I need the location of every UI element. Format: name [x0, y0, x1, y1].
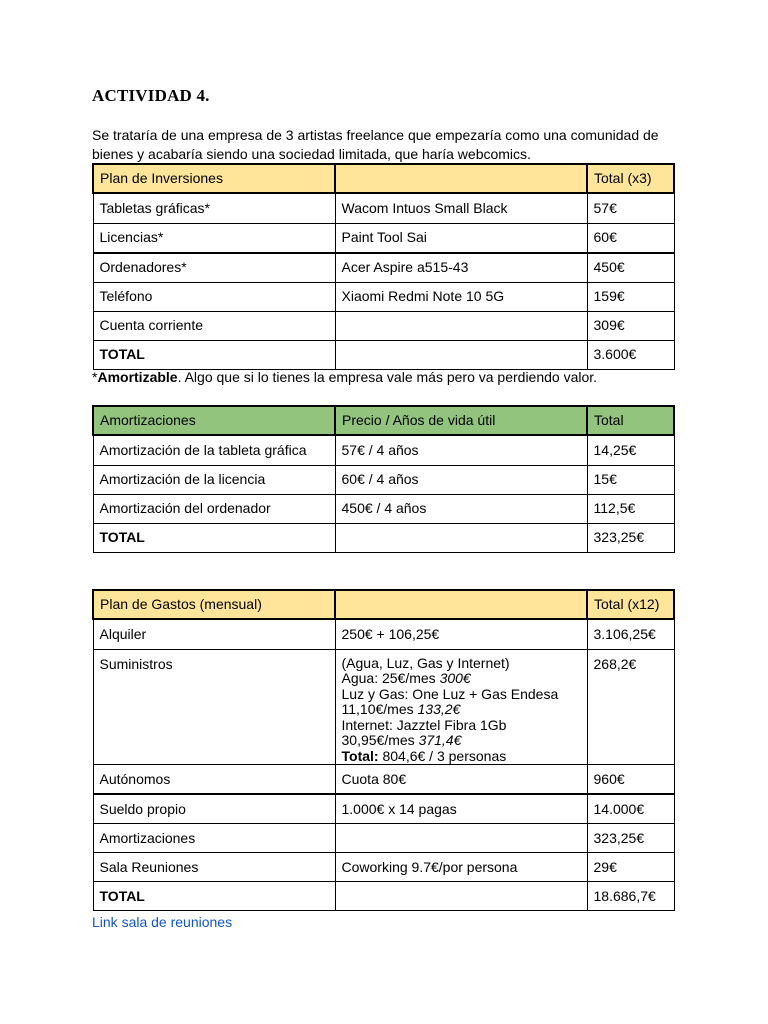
table-cell: Teléfono	[93, 282, 335, 311]
note-rest: . Algo que si lo tienes la empresa vale más pero va perdiendo valor.	[177, 369, 598, 385]
table-cell: 159€	[587, 282, 674, 311]
header-cell: Total (x3)	[587, 164, 674, 193]
total-row	[93, 882, 674, 911]
detail-text: 30,95€/mes	[341, 732, 419, 748]
table-cell: 112,5€	[587, 494, 674, 523]
header-cell	[335, 164, 587, 193]
page-title: ACTIVIDAD 4.	[92, 86, 210, 105]
table-row	[93, 649, 674, 765]
table-cell: Autónomos	[93, 765, 335, 795]
table-cell: 15€	[587, 465, 674, 494]
table-cell: 14.000€	[587, 794, 674, 824]
table-cell: 1.000€ x 14 pagas	[335, 794, 587, 824]
table-cell	[335, 311, 587, 340]
table-row	[93, 765, 674, 795]
total-row	[93, 523, 674, 552]
table-cell: 309€	[587, 311, 674, 340]
table-row	[93, 311, 674, 340]
detail-line: Luz y Gas: One Luz + Gas Endesa	[341, 685, 559, 702]
table-cell: Wacom Intuos Small Black	[335, 193, 587, 223]
header-cell: Total	[587, 406, 674, 435]
table-row	[93, 824, 674, 853]
total-value: 18.686,7€	[587, 882, 674, 911]
table-cell: Alquiler	[93, 619, 335, 649]
detail-italic: 371,4€	[418, 732, 462, 748]
header-cell: Plan de Inversiones	[93, 164, 335, 193]
total-label: TOTAL	[93, 523, 335, 552]
table-cell: 14,25€	[587, 435, 674, 465]
detail-bold: Total:	[341, 747, 379, 764]
table-cell: Sala Reuniones	[93, 853, 335, 882]
table-cell: 450€	[587, 253, 674, 283]
suministros-detail	[335, 649, 587, 765]
table-cell: Ordenadores*	[93, 253, 335, 283]
gastos-table	[92, 589, 675, 911]
table-cell: 57€	[587, 193, 674, 223]
table-cell: Amortización del ordenador	[93, 494, 335, 523]
amortizaciones-table	[92, 405, 675, 553]
table-cell: 268,2€	[587, 649, 674, 765]
note-bold: Amortizable	[97, 369, 178, 385]
total-label: TOTAL	[93, 882, 335, 911]
table-cell: Suministros	[93, 649, 335, 765]
table-row	[93, 223, 674, 253]
table-cell: 29€	[587, 853, 674, 882]
detail-line	[342, 671, 581, 687]
table-row	[93, 435, 674, 465]
amortizable-note	[92, 369, 597, 385]
header-cell: Amortizaciones	[93, 406, 335, 435]
table-header-row	[93, 406, 674, 435]
detail-line	[342, 749, 581, 765]
header-cell: Plan de Gastos (mensual)	[93, 590, 335, 619]
table-cell	[335, 340, 587, 369]
total-value: 3.600€	[587, 340, 674, 369]
intro-paragraph: Se trataría de una empresa de 3 artistas freelance que empezaría como una comunidad de bienes y acabaría siendo una sociedad limitada, que haría webcomics.	[92, 127, 659, 162]
table-cell: 60€ / 4 años	[335, 465, 587, 494]
detail-italic: 133,2€	[417, 701, 461, 717]
table-cell: Coworking 9.7€/por persona	[335, 853, 587, 882]
total-label: TOTAL	[93, 340, 335, 369]
header-cell: Precio / Años de vida útil	[335, 406, 587, 435]
detail-text: Agua: 25€/mes	[341, 670, 440, 686]
total-row	[93, 340, 674, 369]
detail-text: 11,10€/mes	[341, 701, 418, 717]
table-row	[93, 494, 674, 523]
table-row	[93, 282, 674, 311]
table-cell: Acer Aspire a515-43	[335, 253, 587, 283]
detail-text: 804,6€ / 3 personas	[378, 747, 507, 764]
table-cell: 57€ / 4 años	[335, 435, 587, 465]
inversiones-table	[92, 163, 675, 370]
table-row	[93, 465, 674, 494]
table-cell	[335, 824, 587, 853]
table-cell: Paint Tool Sai	[335, 223, 587, 253]
table-row	[93, 853, 674, 882]
table-cell	[335, 882, 587, 911]
table-row	[93, 794, 674, 824]
total-value: 323,25€	[587, 523, 674, 552]
table-cell: 60€	[587, 223, 674, 253]
table-cell	[335, 523, 587, 552]
detail-line	[342, 702, 581, 718]
table-cell: 250€ + 106,25€	[335, 619, 587, 649]
table-header-row	[93, 590, 674, 619]
table-cell: Tabletas gráficas*	[93, 193, 335, 223]
table-cell: Licencias*	[93, 223, 335, 253]
header-cell: Total (x12)	[587, 590, 674, 619]
table-cell: 450€ / 4 años	[335, 494, 587, 523]
table-cell: Cuenta corriente	[93, 311, 335, 340]
detail-line: Internet: Jazztel Fibra 1Gb	[341, 716, 507, 733]
table-row	[93, 253, 674, 283]
table-cell: Amortizaciones	[93, 824, 335, 853]
table-cell: Cuota 80€	[335, 765, 587, 795]
detail-italic: 300€	[439, 670, 471, 686]
sala-reuniones-link[interactable]: Link sala de reuniones	[92, 914, 233, 930]
table-cell: Amortización de la tableta gráfica	[93, 435, 335, 465]
table-cell: Xiaomi Redmi Note 10 5G	[335, 282, 587, 311]
table-header-row	[93, 164, 674, 193]
table-cell: 3.106,25€	[587, 619, 674, 649]
note-prefix: *	[92, 369, 98, 385]
table-cell: Sueldo propio	[93, 794, 335, 824]
detail-line	[342, 733, 581, 749]
table-cell: Amortización de la licencia	[93, 465, 335, 494]
table-row	[93, 193, 674, 223]
header-cell	[335, 590, 587, 619]
table-cell: 960€	[587, 765, 674, 795]
detail-line: (Agua, Luz, Gas y Internet)	[341, 654, 510, 671]
table-row	[93, 619, 674, 649]
table-cell: 323,25€	[587, 824, 674, 853]
